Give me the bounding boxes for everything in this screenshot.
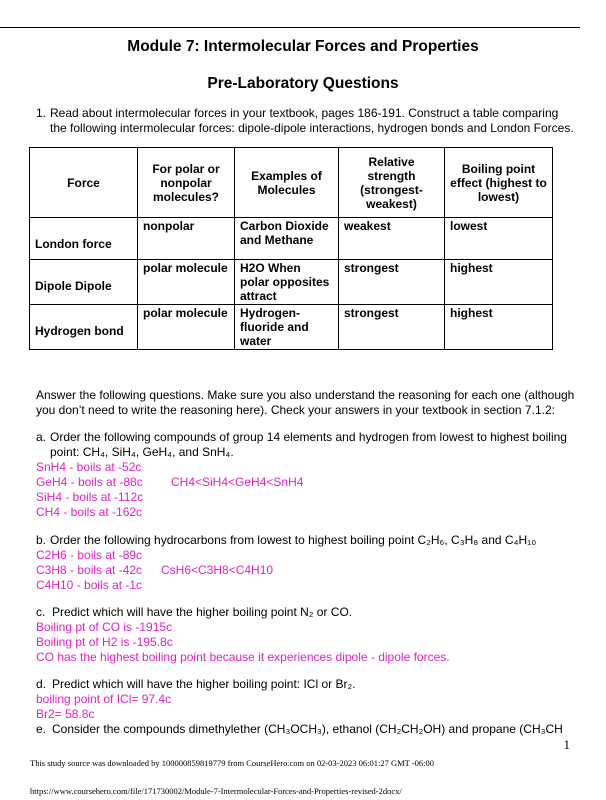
- examples-cell: Carbon Dioxide and Methane: [235, 218, 339, 260]
- answer-line: Boiling pt of H2 is -195.8c: [36, 635, 173, 649]
- force-name: London force: [30, 218, 138, 260]
- answer-line: boiling point of ICl= 97.4c: [36, 692, 172, 706]
- question-1-number: 1.: [36, 106, 47, 120]
- answer-line: CH4 - boils at -162c: [36, 505, 143, 519]
- answer-line: SnH4 - boils at -52c: [36, 460, 142, 474]
- boiling-point-cell: lowest: [445, 218, 553, 260]
- question-1-text: Read about intermolecular forces in your textbook, pages 186-191. Construct a table comparing the following intermolecular forces: dipole-dipole interactions, hydrogen bonds and London Forces.: [50, 106, 574, 135]
- strength-cell: strongest: [339, 260, 445, 305]
- answer-line: C2H6 - boils at -89c: [36, 548, 143, 562]
- strength-cell: strongest: [339, 305, 445, 350]
- page-subtitle: Pre-Laboratory Questions: [207, 75, 399, 92]
- boiling-point-cell: highest: [445, 260, 553, 305]
- top-rule: [0, 27, 580, 28]
- table-row: [30, 305, 553, 350]
- question-c-label: c.: [36, 605, 46, 619]
- page-title: Module 7: Intermolecular Forces and Properties: [127, 38, 479, 55]
- question-b-label: b.: [36, 533, 47, 547]
- question-e-text: Consider the compounds dimethylether (CH₃OCH₃), ethanol (CH₂CH₂OH) and propane (CH₃CH: [52, 722, 563, 736]
- force-name: Hydrogen bond: [30, 305, 138, 350]
- polarity-cell: polar molecule: [138, 305, 235, 350]
- table-header: Force: [30, 148, 138, 218]
- question-d-label: d.: [36, 677, 47, 691]
- answer-line: SiH4 - boils at -112c: [36, 490, 144, 504]
- answer-line: GeH4 - boils at -88c: [36, 475, 143, 489]
- answer-line: Br2= 58.8c: [36, 707, 95, 721]
- answer-order: CH4<SiH4<GeH4<SnH4: [171, 475, 304, 489]
- boiling-point-cell: highest: [445, 305, 553, 350]
- examples-cell: Hydrogen-fluoride and water: [235, 305, 339, 350]
- polarity-cell: nonpolar: [138, 218, 235, 260]
- examples-cell: H2O When polar opposites attract: [235, 260, 339, 305]
- answer-order: CsH6<C3H8<C4H10: [161, 563, 274, 577]
- question-a-label: a.: [36, 430, 47, 444]
- table-row: [30, 218, 553, 260]
- question-b: [36, 533, 576, 548]
- question-a-text: Order the following compounds of group 14 elements and hydrogen from lowest to highest boiling point: CH₄, SiH₄, GeH₄, and SnH₄.: [50, 430, 567, 459]
- page-number: 1: [563, 737, 570, 752]
- table-header: Boiling point effect (highest to lowest): [445, 148, 553, 218]
- footer-url: https://www.coursehero.com/file/171730002/Module-7-Intermolecular-Forces-and-Properties-revised-2docx/: [30, 786, 402, 796]
- question-e-label: e.: [36, 722, 47, 736]
- strength-cell: weakest: [339, 218, 445, 260]
- answer-line: CO has the highest boiling point because it experiences dipole - dipole forces.: [36, 650, 450, 664]
- table-header-row: [30, 148, 553, 218]
- question-c: [36, 605, 576, 620]
- question-b-text: Order the following hydrocarbons from lowest to highest boiling point C₂H₆, C₃H₈ and C₄H₁₀: [50, 533, 537, 547]
- answer-line: Boiling pt of CO is -1915c: [36, 620, 173, 634]
- table-row: [30, 260, 553, 305]
- answer-line: C3H8 - boils at -42c: [36, 563, 143, 577]
- question-c-text: Predict which will have the higher boiling point N₂ or CO.: [52, 605, 353, 619]
- question-d: [36, 677, 576, 692]
- question-a: [36, 430, 576, 460]
- table-header: For polar or nonpolar molecules?: [138, 148, 235, 218]
- footer-download-notice: This study source was downloaded by 100000859819779 from CourseHero.com on 02-03-2023 06:01:27 GMT -06:00: [30, 758, 435, 768]
- table-header: Examples of Molecules: [235, 148, 339, 218]
- force-name: Dipole Dipole: [30, 260, 138, 305]
- polarity-cell: polar molecule: [138, 260, 235, 305]
- forces-table: [29, 147, 553, 350]
- instructions-paragraph: Answer the following questions. Make sure you also understand the reasoning for each one (although you don’t need to write the reasoning here). Check your answers in your textbook in section 7.1.2:: [36, 388, 575, 417]
- answer-line: C4H10 - boils at -1c: [36, 578, 143, 592]
- table-header: Relative strength (strongest-weakest): [339, 148, 445, 218]
- question-d-text: Predict which will have the higher boiling point: ICl or Br₂.: [52, 677, 356, 691]
- question-1: [36, 106, 576, 136]
